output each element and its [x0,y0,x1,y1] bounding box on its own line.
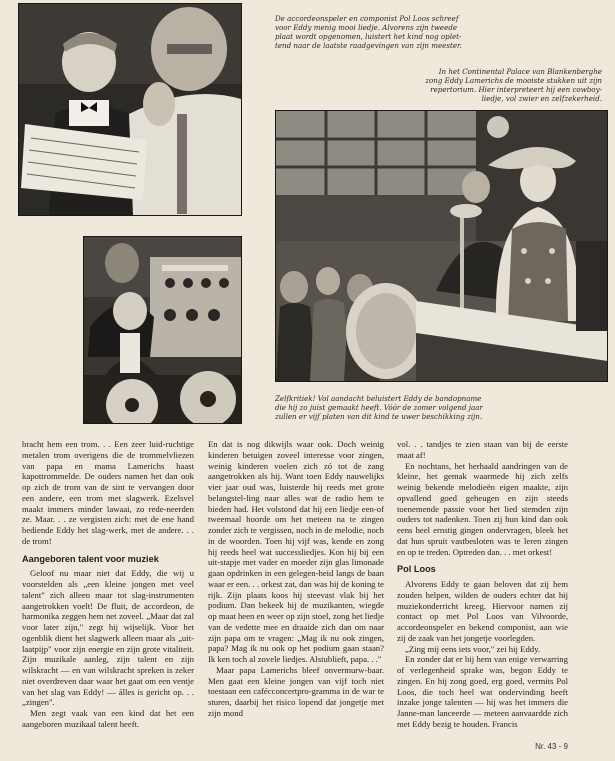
caption-line: zong Eddy Lamerichs de mooiste stukken uit zijn [425,76,602,85]
article-paragraph: bracht hem een trom. . . Een zeer luid-ruchtige metalen trom overigens die de trommelvliezen van papa en mama Lamerichs haast kapottrommelde. De ouders namen het dan ook op zich de trom van de sint te vervangen door een andere, een trom met slagwerk. Ezelsvel maakt immers minder lawaai, zo rede-neerden ze. Maar. . . ze vergisten zich: met de ene hand bediende Eddy het slag-werk, met de andere. . . de trom! [22,439,194,546]
caption-line: Zelfkritiek! Vol aandacht beluistert Eddy de bandopname [275,394,482,403]
article-paragraph: En zonder dat er bij hem van enige verwarring of verlegenheid sprake was, begon Eddy te zingen. En hij zong goed, erg goed, vermits Pol Loos, die toch heel wat ondervinding heeft inzake jonge talenten — hij was het immers die Janne-man lanceerde — meteen aanvaardde zich met Eddy bezig te houden. Francis [397,654,568,729]
caption-pol-loos [275,14,575,50]
caption-zelfkritiek [275,394,595,421]
caption-continental-palace [300,67,602,103]
article-paragraph: Men zegt vaak van een kind dat het een aangeboren muzikaal talent heeft. [22,708,194,729]
section-heading-pol-loos: Pol Loos [397,564,436,575]
caption-line: repertorium. Hier interpreteert hij een cowboy- [430,85,602,94]
caption-line: In het Continental Palace van Blankenberghe [438,67,602,76]
caption-line: De accordeonspeler en componist Pol Loos schreef [275,14,459,23]
article-paragraph: vol. . . tandjes te zien staan van bij de eerste maat af! [397,439,568,460]
photo-eddy-tape-recorder-drawing [84,237,241,423]
photo-eddy-cowboy-singing [275,110,608,382]
caption-line: voor Eddy menig mooi liedje. Alvorens zijn tweede [275,23,458,32]
article-paragraph: En dat is nog dikwijls waar ook. Doch weinig kinderen betuigen zoveel interesse voor zingen, weinig kinderen voelen zich zó tot de zang aangetrokken als hij. Want toen Eddy nauwelijks vier jaar oud was, luisterde hij reeds met grote belangstel-ling naar alles wat de radio hem te bieden had. Het volstond dat hij een liedje een-of tweemaal hoorde om het meteen na te zingen zonder zich te vergissen, noch in de melodie, noch in de woorden. Toen hij vijf was, kende en zong hij reeds heel wat successliedjes. Kon hij bij een uit-stapje met vader en moeder zijn glas limonade gaan opdrinken in een gelegen-heid langs de baan waar er een. . . orkest zat, dan was hij de koning te rijk. Zijn plaats koos hij steevast vlak bij het podium. Dan bekeek hij de muzikanten, wiegde op maat heen en weer op zijn stoel, zong het liedje van de vedette mee en draaide zich dan om naar zijn papa om te vragen: „Mag ik nu ook zingen, papa? Mag ik nu ook op het podium gaan staan? Ik ken toch al zovele liedjes. Alstublieft, papa. . ." [208,439,384,664]
photo-pol-loos-and-eddy [18,3,242,216]
caption-line: liedje, vol zwier en zelfzekerheid. [481,94,602,103]
article-paragraph: Geloof nu maar niet dat Eddy, die wij u voorstelden als „een kleine jongen met veel talent" zich alleen maar tot slag-instrumenten aangetrokken voelt! De fluit, de accordeon, de harmonika zeggen hem net zoveel. „Maar dat zal voor later zijn," zegt hij wijselijk. Voor het ogenblik dient het slagwerk alleen maar als „uit-laatpijp" voor zijn energie en zijn grote vitaliteit. Zijn muzikale aanleg, zijn talent en zijn wilskracht — en van wilskracht spreken is zeker niet overdreven daar waar het gaat om een ventje van het slag van Eddy! — álles is gericht op. . . „zingen". [22,568,194,708]
article-column-1 [22,439,194,730]
caption-line: die hij zo juist gemaakt heeft. Vóór de zomer volgend jaar [275,403,483,412]
caption-line: plaat wordt opgenomen, luistert het kind nog oplet- [275,32,462,41]
article-paragraph: En nochtans, het herhaald aandringen van de kleine, het gemak waarmede hij zich zelfs weinig bekende melodieën eigen maakte, zijn opvallend goed geheugen en zijn steeds toenemende passie voor het lied stemden zijn ouders tot nadenken. Toen zij hun kind dan ook eens heel ernstig gingen ondervragen, bleek het dat hun spruit vastbesloten was te leren zingen en op te treden. Optreden dan. . . met orkest! [397,460,568,557]
page-number: Nr. 43 - 9 [535,742,568,751]
photo-eddy-cowboy-singing-drawing [276,111,607,381]
photo-eddy-tape-recorder [83,236,242,424]
article-paragraph: Alvorens Eddy te gaan beloven dat zij hem zouden helpen, wilden de ouders echter dat hij muziekonderricht kreeg. Hiervoor namen zij contact op met Pol Loos van Vilvoorde, accordeonspeler en bekend componist, aan wie zij de zaak van het jongetje voorlegden. [397,579,568,643]
article-column-2 [208,439,384,719]
article-column-3 [397,439,568,730]
photo-pol-loos-and-eddy-drawing [19,4,241,215]
section-heading-aangeboren-talent: Aangeboren talent voor muziek [22,553,159,564]
article-paragraph: „Zing mij eens iets voor," zei hij Eddy. [405,643,541,654]
article-paragraph: Maar papa Lamerichs bleef onvermurw-baar. Men gaat een kleine jongen van vijf toch niet toestaan een cafécconcertpro-gramma in de war te sturen, daarbij het risico lopend dat jongetje met zijn mond [208,664,384,718]
caption-line: zullen er vijf platen van dit kind te uwer beschikking zijn. [275,412,483,421]
caption-line: tend naar de laatste raadgevingen van zijn meester. [275,41,462,50]
